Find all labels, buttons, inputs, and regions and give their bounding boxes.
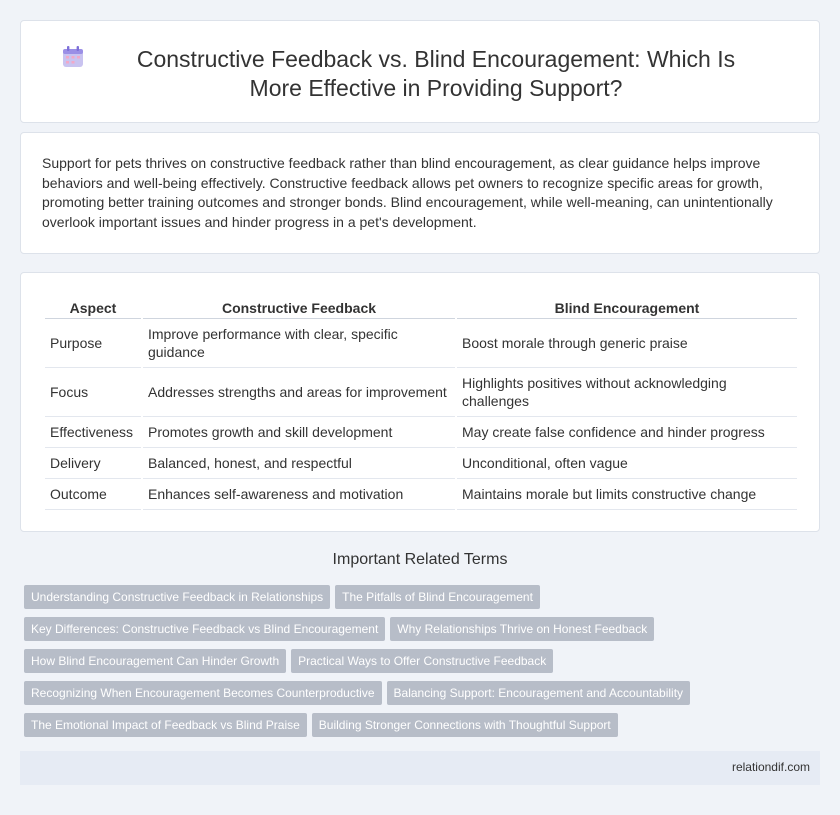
related-term-link[interactable]: Balancing Support: Encouragement and Accountability — [387, 681, 691, 705]
table-cell-aspect: Focus — [45, 368, 141, 417]
comparison-table-card — [20, 272, 820, 532]
table-row — [45, 479, 797, 510]
footer — [20, 751, 820, 785]
table-cell-blind: Maintains morale but limits constructive change — [457, 479, 797, 510]
related-term-link[interactable]: The Emotional Impact of Feedback vs Blind Praise — [24, 713, 307, 737]
tag-row — [24, 617, 824, 649]
table-row — [45, 417, 797, 448]
tag-row — [24, 681, 824, 713]
table-cell-constructive: Balanced, honest, and respectful — [143, 448, 455, 479]
table-cell-constructive: Improve performance with clear, specific guidance — [143, 319, 455, 368]
related-term-link[interactable]: Why Relationships Thrive on Honest Feedback — [390, 617, 654, 641]
table-cell-constructive: Promotes growth and skill development — [143, 417, 455, 448]
footer-site-link[interactable]: relationdif.com — [731, 760, 810, 774]
table-cell-aspect: Purpose — [45, 319, 141, 368]
intro-paragraph: Support for pets thrives on constructive feedback rather than blind encouragement, as clear guidance helps improve behaviors and well-being effectively. Constructive feedback allows pet owners to recognize specific areas for growth, promoting better training outcomes and stronger bonds. Blind encouragement, while well-meaning, can unintentionally overlook important issues and hinder progress in a pet's development. — [42, 155, 773, 230]
table-cell-constructive: Addresses strengths and areas for improvement — [143, 368, 455, 417]
related-term-link[interactable]: Recognizing When Encouragement Becomes Counterproductive — [24, 681, 382, 705]
comparison-table — [43, 295, 799, 510]
related-term-link[interactable]: Building Stronger Connections with Thoughtful Support — [312, 713, 618, 737]
table-cell-aspect: Effectiveness — [45, 417, 141, 448]
tag-row — [24, 649, 824, 681]
tag-row — [24, 585, 824, 617]
table-row — [45, 368, 797, 417]
related-term-link[interactable]: Understanding Constructive Feedback in Relationships — [24, 585, 330, 609]
page-title: Constructive Feedback vs. Blind Encouragement: Which Is More Effective in Providing Support? — [136, 46, 736, 101]
table-row — [45, 319, 797, 368]
related-term-link[interactable]: Practical Ways to Offer Constructive Feedback — [291, 649, 553, 673]
column-header-aspect: Aspect — [45, 295, 141, 319]
table-cell-blind: Unconditional, often vague — [457, 448, 797, 479]
table-header-row — [45, 295, 797, 319]
related-term-link[interactable]: Key Differences: Constructive Feedback vs Blind Encouragement — [24, 617, 385, 641]
table-cell-blind: May create false confidence and hinder progress — [457, 417, 797, 448]
table-row — [45, 448, 797, 479]
related-term-link[interactable]: How Blind Encouragement Can Hinder Growth — [24, 649, 286, 673]
table-cell-aspect: Outcome — [45, 479, 141, 510]
table-cell-blind: Highlights positives without acknowledging challenges — [457, 368, 797, 417]
intro-card — [20, 132, 820, 254]
tag-row — [24, 713, 824, 745]
related-terms-list — [24, 585, 824, 745]
table-cell-blind: Boost morale through generic praise — [457, 319, 797, 368]
header-card — [20, 20, 820, 123]
column-header-constructive-feedback: Constructive Feedback — [143, 295, 455, 319]
column-header-blind-encouragement: Blind Encouragement — [457, 295, 797, 319]
table-cell-aspect: Delivery — [45, 448, 141, 479]
table-cell-constructive: Enhances self-awareness and motivation — [143, 479, 455, 510]
related-term-link[interactable]: The Pitfalls of Blind Encouragement — [335, 585, 540, 609]
related-terms-heading: Important Related Terms — [332, 551, 508, 568]
